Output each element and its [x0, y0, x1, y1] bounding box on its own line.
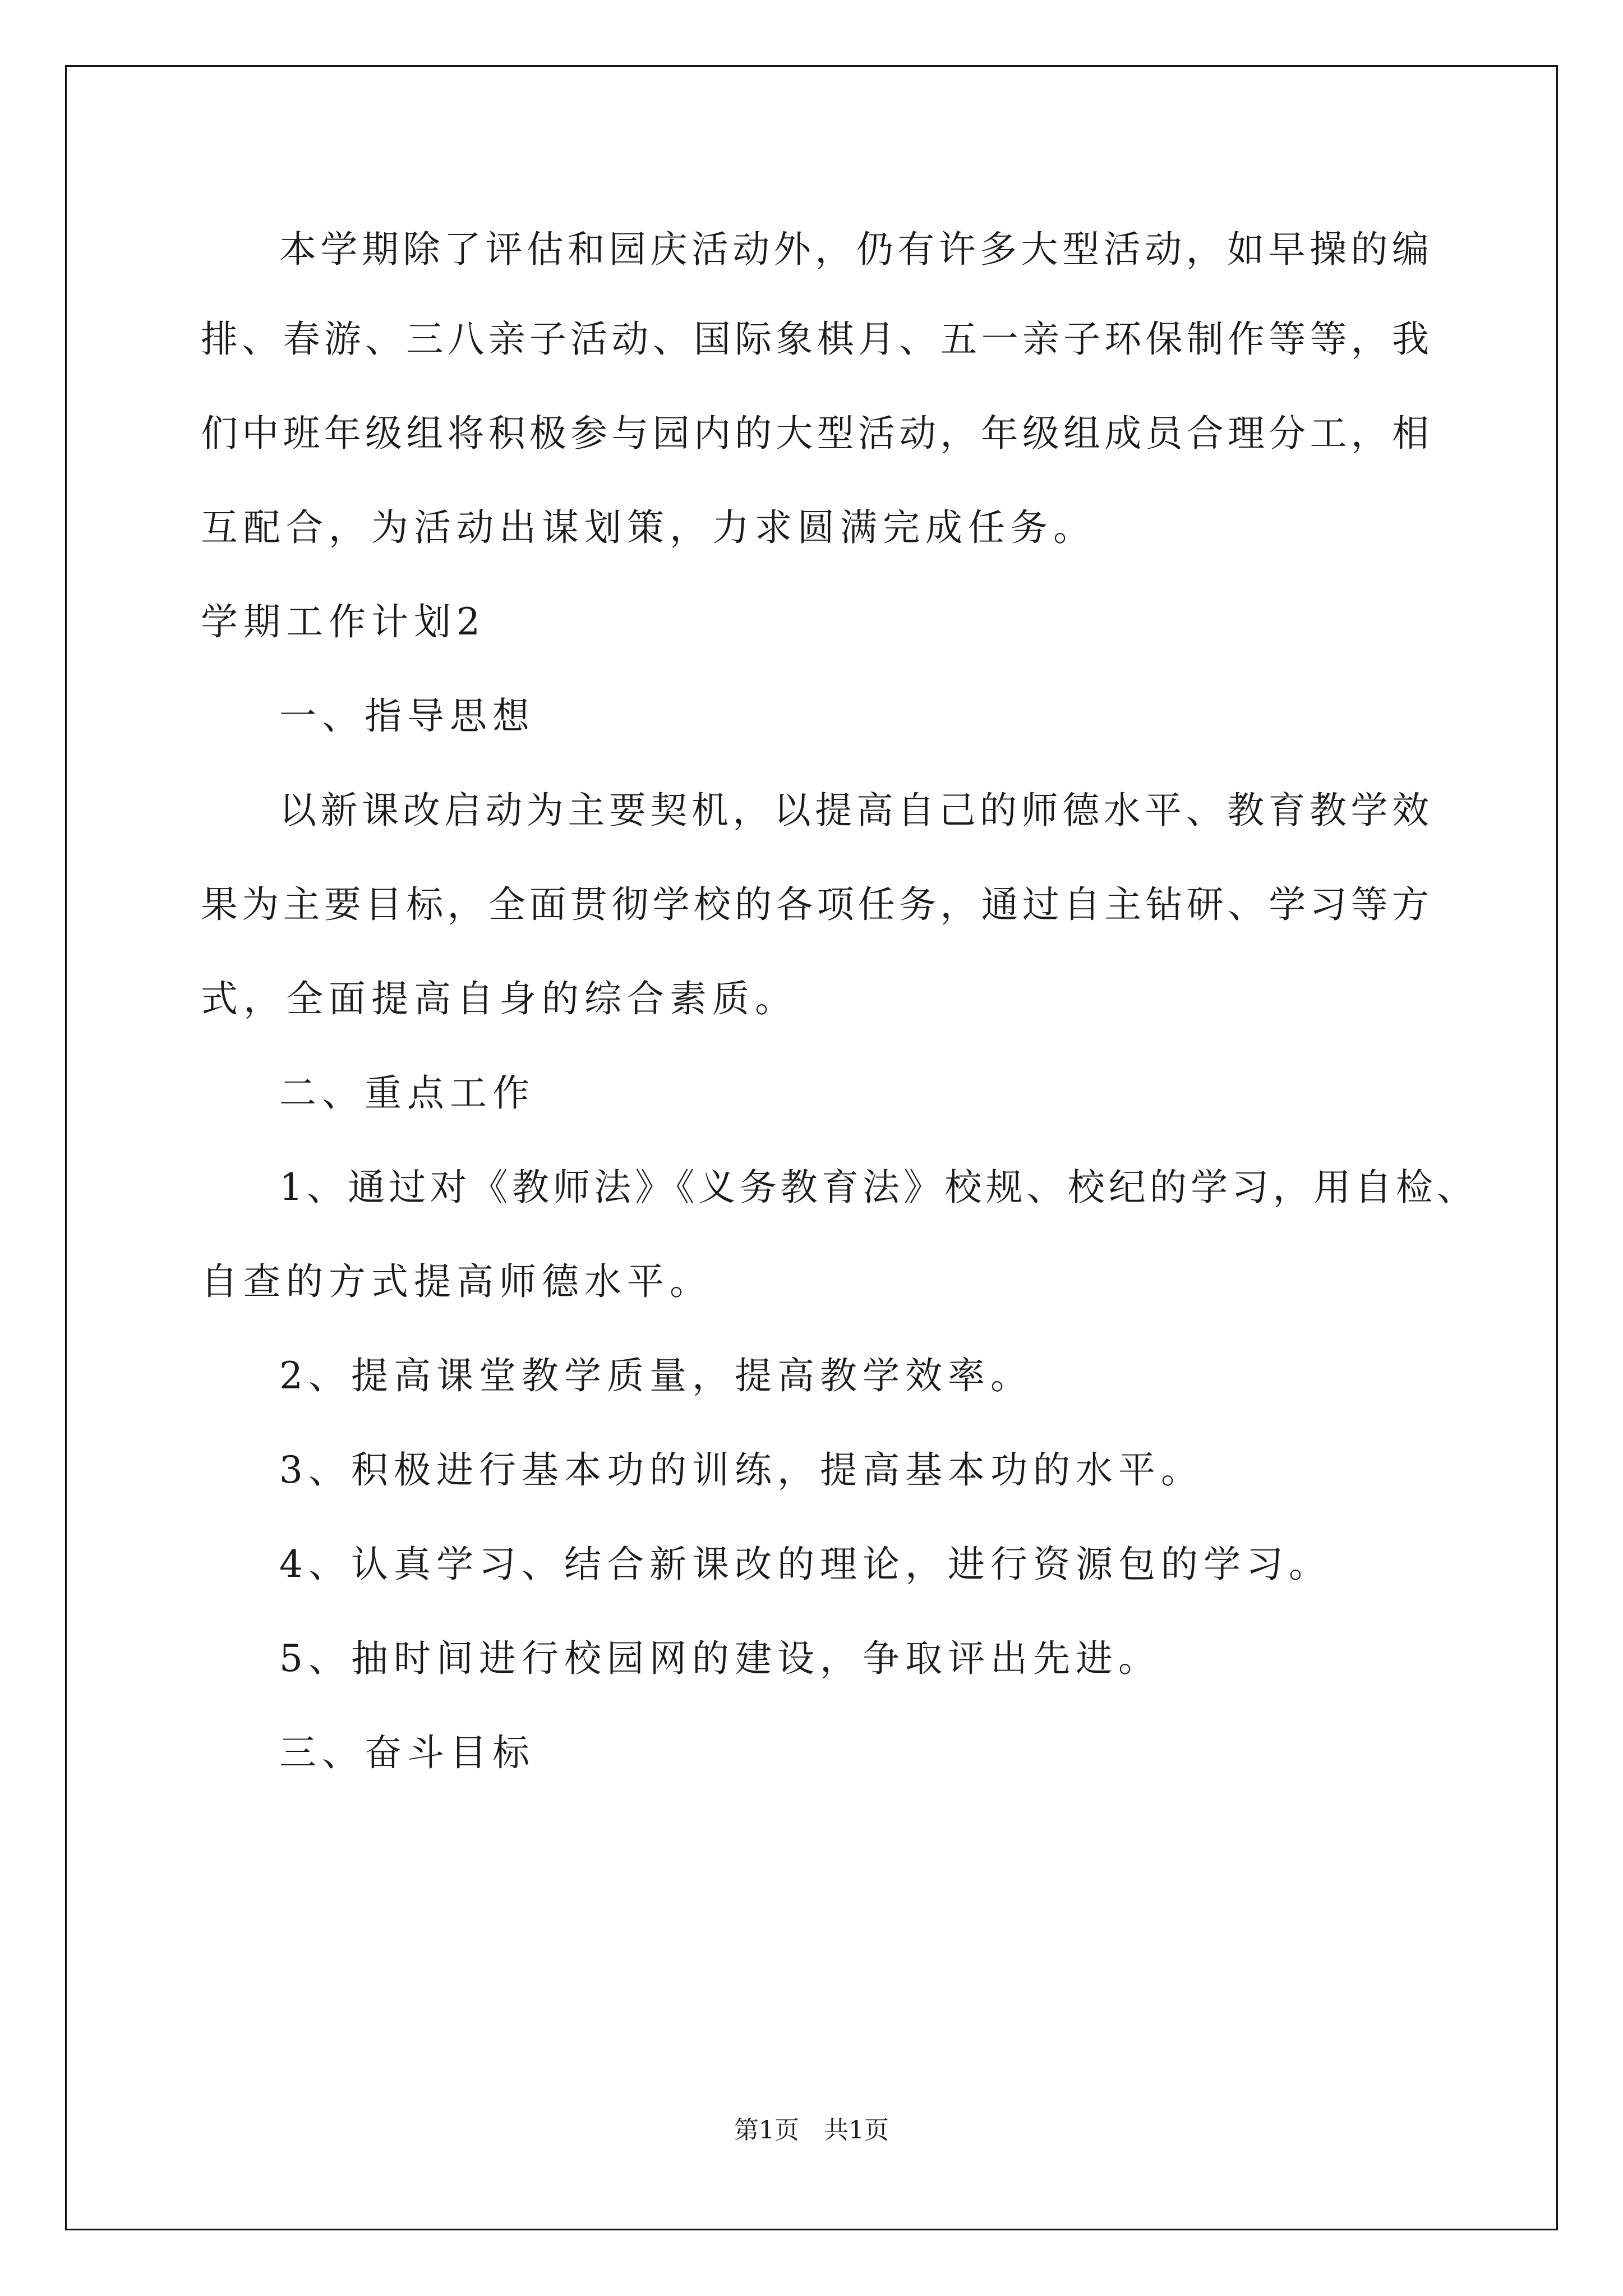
text-line: 以新课改启动为主要契机，以提高自己的师德水平、教育教学效	[279, 789, 1429, 832]
text-line: 式，全面提高自身的综合素质。	[201, 977, 797, 1020]
heading-goals: 三、奋斗目标	[279, 1731, 535, 1774]
list-item: 3、积极进行基本功的训练，提高基本功的水平。	[279, 1448, 1204, 1492]
list-item: 1、通过对《教师法》《义务教育法》校规、校纪的学习，用自检、	[279, 1166, 1474, 1209]
page-border	[65, 65, 1558, 2230]
text-line: 自查的方式提高师德水平。	[201, 1260, 712, 1303]
heading-guiding-ideology: 一、指导思想	[279, 694, 535, 738]
list-item: 2、提高课堂教学质量，提高教学效率。	[279, 1354, 1033, 1397]
list-item: 5、抽时间进行校园网的建设，争取评出先进。	[279, 1637, 1161, 1680]
section-title: 学期工作计划2	[201, 600, 486, 643]
list-item: 4、认真学习、结合新课改的理论，进行资源包的学习。	[279, 1543, 1331, 1586]
text-line: 果为主要目标，全面贯彻学校的各项任务，通过自主钻研、学习等方	[201, 883, 1429, 926]
heading-key-work: 二、重点工作	[279, 1071, 535, 1115]
text-line: 互配合，为活动出谋划策，力求圆满完成任务。	[201, 506, 1096, 549]
page-number-footer: 第1页 共1页	[734, 2116, 889, 2145]
text-line: 排、春游、三八亲子活动、国际象棋月、五一亲子环保制作等等，我	[201, 318, 1429, 361]
text-line: 本学期除了评估和园庆活动外，仍有许多大型活动，如早操的编	[279, 228, 1429, 271]
text-line: 们中班年级组将积极参与园内的大型活动，年级组成员合理分工，相	[201, 412, 1429, 455]
